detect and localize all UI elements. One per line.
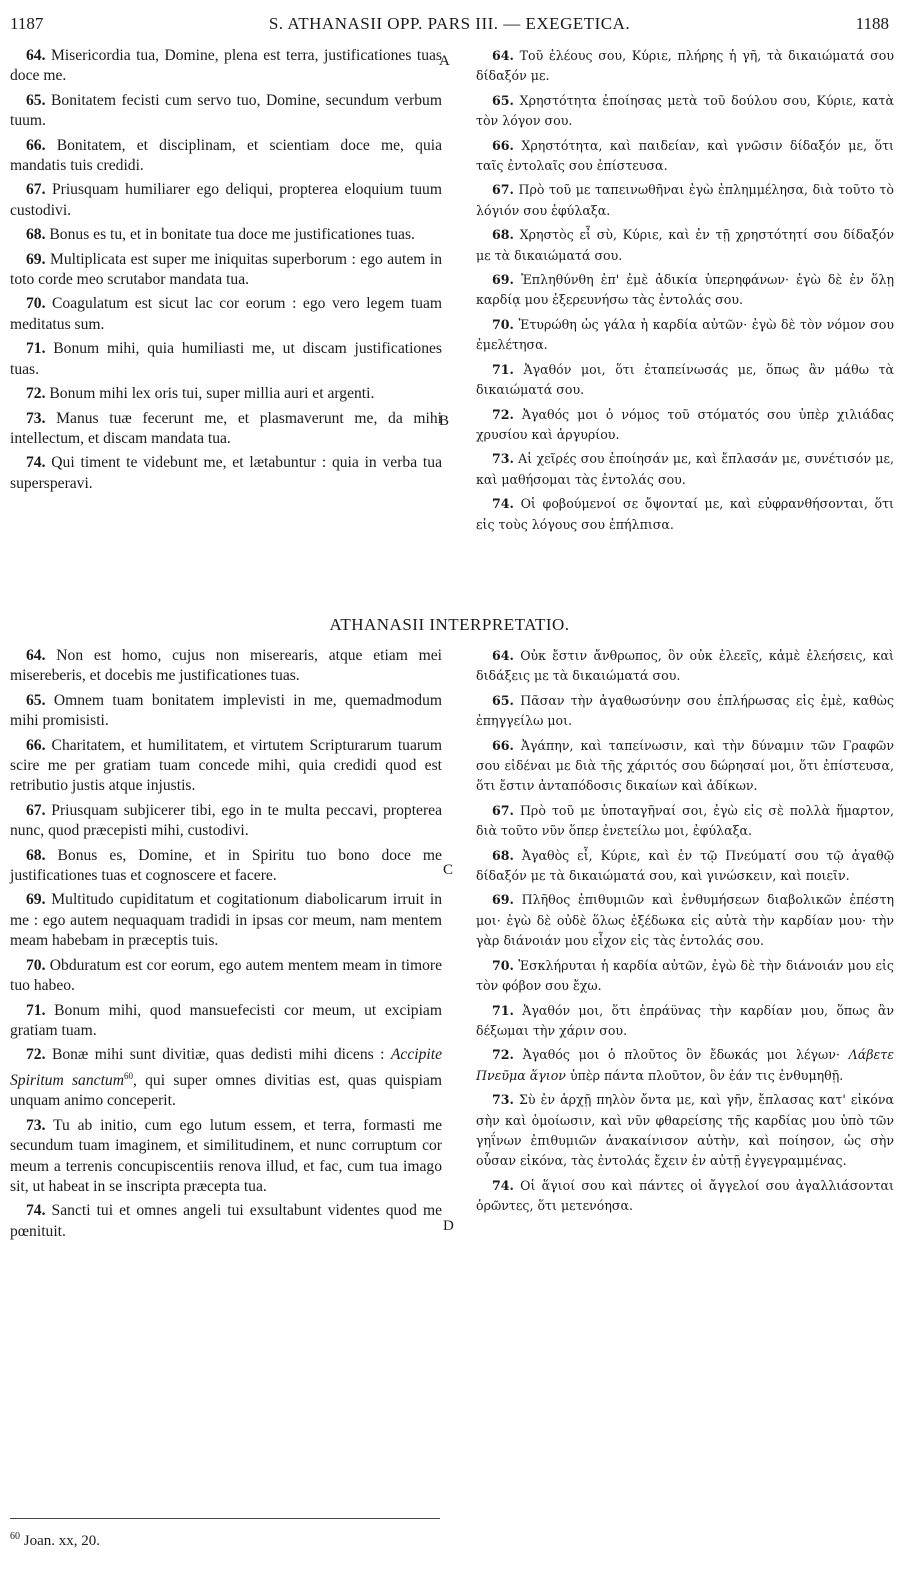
verse: [10, 180, 442, 221]
verse: [10, 136, 442, 177]
verse: [476, 91, 894, 132]
verse: [10, 691, 442, 732]
verse-text: Πρὸ τοῦ με ταπεινωθῆναι ἐγὼ ἐπλημμέλησα, διὰ τοῦτο τὸ λόγιόν σου ἐφύλαξα.: [476, 182, 894, 218]
verse-text-cont: , qui super omnes divitias est, quas quispiam unquam animo conceperit.: [10, 1071, 443, 1110]
verse-number: 64.: [26, 647, 46, 664]
verse-text: Ἀγαθόν μοι, ὅτι ἐπράϋνας τὴν καρδίαν μου, ὅπως ἂν δέξωμαι τὴν χάριν σου.: [476, 1002, 894, 1038]
verse-number: 69.: [26, 891, 46, 909]
verse-text: Bonus es tu, et in bonitate tua doce me justificationes tuas.: [49, 226, 415, 244]
verse: [476, 890, 894, 951]
verse: [476, 1001, 894, 1042]
verse: [476, 449, 894, 490]
verse-text: Coagulatum est sicut lac cor eorum : ego vero legem tuam meditatus sum.: [10, 295, 442, 333]
margin-marker-c: C: [443, 862, 454, 878]
verse-text: Πᾶσαν τὴν ἀγαθωσύνην σου ἐπλήρωσας εἰς ἐμὲ, καθὼς ἐπηγγείλω μοι.: [476, 692, 894, 729]
verse-text: Οὐκ ἔστιν ἄνθρωπος, ὃν οὐκ ἐλεεῖς, κἀμὲ ἐλεήσεις, καὶ διδάξεις με τὰ δικαιώματά σου.: [476, 648, 894, 684]
verse: [10, 409, 442, 450]
verse-number: 71.: [26, 1001, 46, 1019]
latin-interpretation-column: [10, 646, 442, 1246]
verse-text: Bonus es, Domine, et in Spiritu tuo bono doce me justificationes tuas et cognoscere et facere.: [10, 846, 442, 885]
margin-marker-d: D: [443, 1218, 454, 1234]
verse-text: Ἀγαθόν μοι, ὅτι ἐταπείνωσάς με, ὅπως ἂν μάθω τὰ δικαιώματά σου.: [476, 361, 894, 398]
verse-text: Bonum mihi lex oris tui, super millia auri et argenti.: [49, 385, 375, 403]
margin-marker-a: A: [439, 53, 450, 69]
verse-number: 68.: [492, 227, 514, 243]
verse: [476, 315, 894, 356]
verse: [476, 270, 894, 311]
verse-text: Charitatem, et humilitatem, et virtutem Scripturarum tuarum scire me per gratiam tuam concede mihi, quia credidi quod est retributio justis atque injustis.: [10, 736, 442, 795]
verse: [476, 494, 894, 535]
verse-text: Αἱ χεῖρές σου ἐποίησάν με, καὶ ἔπλασάν με, συνέτισόν με, καὶ μαθήσομαι τὰς ἐντολάς σου.: [476, 451, 894, 487]
page-number-left: 1187: [10, 14, 44, 33]
verse-text: Τοῦ ἐλέους σου, Κύριε, πλήρης ἡ γῆ, τὰ δικαιώματά σου δίδαξόν με.: [476, 48, 894, 84]
verse-text: Πλῆθος ἐπιθυμιῶν καὶ ἐνθυμήσεων διαβολικῶν ἐπέστη μοι· ἐγὼ δὲ οὐδὲ ὅλως ἐξέδωκα εἰς αὐτὰ τὴν καρδίαν μου· τὴν γὰρ διάνοιάν μου εἶχον εἰς τὰς ἐντολάς σου.: [476, 892, 894, 949]
verse-text: Bonitatem, et disciplinam, et scientiam doce me, quia mandatis tuis credidi.: [10, 136, 442, 175]
verse-number: 74.: [26, 454, 46, 472]
verse-text: Sancti tui et omnes angeli tui exsultabunt videntes quod me pœnituit.: [10, 1202, 442, 1240]
verse-number: 72.: [26, 385, 46, 403]
verse-text: Οἱ ἅγιοί σου καὶ πάντες οἱ ἄγγελοί σου ἀγαλλιάσονται ὁρῶντες, ὅτι μετενόησα.: [476, 1177, 894, 1214]
verse-number: 71.: [26, 340, 46, 358]
verse: [10, 846, 442, 887]
verse: [476, 646, 894, 687]
page-number-right: 1188: [855, 14, 889, 33]
verse: [10, 453, 442, 494]
verse-text: Priusquam subjicerer tibi, ego in te multa peccavi, propterea nunc, quod præcepisti mihi, custodivi.: [10, 801, 442, 840]
verse: [476, 225, 894, 266]
verse-number: 73.: [492, 1092, 514, 1108]
verse-number: 65.: [492, 692, 514, 708]
verse-text: Ἐτυρώθη ὡς γάλα ἡ καρδία αὐτῶν· ἐγὼ δὲ τὸν νόμον σου ἐμελέτησα.: [476, 316, 894, 353]
verse-number: 64.: [492, 48, 514, 63]
verse-number: 74.: [492, 1177, 514, 1193]
verse-text: Σὺ ἐν ἀρχῇ πηλὸν ὄντα με, καὶ γῆν, ἔπλασας κατ' εἰκόνα σὴν καὶ ὁμοίωσιν, καὶ νῦν φθαρείσης τῆς καρδίας μου ὑπὸ τῶν γηΐνων ἐπιθυμιῶν ἀνακαίνισον αὐτὴν, καὶ ποίησον, ὡς σὴν οὖσαν εἰκόνα, τὰς ἐντολάς ἔχειν ἐν αὐτῇ ἐγγεγραμμένας.: [476, 1092, 894, 1169]
verse-number: 65.: [26, 691, 46, 709]
verse: [10, 294, 442, 335]
verse-text: Manus tuæ fecerunt me, et plasmaverunt me, da mihi intellectum, et discam mandata tua.: [10, 409, 442, 447]
verse-number: 64.: [26, 47, 46, 64]
verse-number: 71.: [492, 361, 514, 377]
verse-number: 68.: [492, 847, 514, 863]
verse: [10, 1045, 442, 1111]
verse-text: Bonæ mihi sunt divitiæ, quas dedisti mihi dicens :: [51, 1046, 391, 1064]
verse-number: 72.: [492, 1047, 514, 1063]
verse-text: Priusquam humiliarer ego deliqui, propterea eloquium tuum custodivi.: [10, 181, 442, 219]
verse-text: Bonum mihi, quod mansuefecisti cor meum, ut excipiam gratiam tuam.: [10, 1001, 442, 1039]
verse: [476, 46, 894, 87]
verse: [10, 384, 442, 404]
verse-text: Bonum mihi, quia humiliasti me, ut discam justificationes tuas.: [10, 340, 442, 378]
greek-interpretation-column: [476, 646, 894, 1221]
verse: [476, 180, 894, 221]
verse: [10, 1001, 442, 1042]
verse: [10, 890, 442, 951]
verse-text: Multitudo cupiditatum et cogitationum diabolicarum irruit in me : ego autem nequaquam tradidi in ipsas cor meum, nam mentem meam habebam in præceptis tuis.: [10, 891, 442, 950]
verse: [10, 91, 442, 132]
verse: [476, 956, 894, 997]
verse-number: 65.: [26, 91, 46, 109]
verse-number: 70.: [492, 316, 514, 332]
verse-text: Bonitatem fecisti cum servo tuo, Domine, secundum verbum tuum.: [10, 91, 442, 130]
verse-text: Ἐπληθύνθη ἐπ' ἐμὲ ἀδικία ὑπερηφάνων· ἐγὼ δὲ ἐν ὅλῃ καρδίᾳ μου ἐξερευνήσω τὰς ἐντολάς σου.: [476, 272, 894, 308]
verse-text: Misericordia tua, Domine, plena est terra, justificationes tuas doce me.: [10, 47, 442, 85]
verse-text: Obduratum est cor eorum, ego autem mentem meam in timore tuo habeo.: [10, 956, 442, 995]
verse-text: Οἱ φοβούμενοί σε ὄψονταί με, καὶ εὐφρανθήσονται, ὅτι εἰς τοὺς λόγους σου ἐπήλπισα.: [476, 496, 894, 532]
verse: [10, 46, 442, 87]
latin-column: [10, 46, 442, 498]
margin-marker-b: B: [439, 413, 450, 429]
verse: [476, 801, 894, 842]
verse: [10, 250, 442, 291]
verse-quote: Λάβετε Πνεῦμα ἅγιον: [476, 1047, 894, 1083]
verse: [10, 339, 442, 380]
verse-text: Ἀγαθὸς εἶ, Κύριε, καὶ ἐν τῷ Πνεύματί σου τῷ ἀγαθῷ δίδαξόν με τὰ δικαιώματά σου, καὶ γινώσκειν, καὶ ποιεῖν.: [476, 847, 894, 884]
verse-number: 72.: [492, 406, 514, 422]
verse: [476, 1090, 894, 1172]
verse-text: Ἀγαθός μοι ὁ πλοῦτος ὃν ἔδωκάς μοι λέγων·: [522, 1047, 849, 1063]
verse-number: 67.: [492, 802, 514, 818]
verse-text: Non est homo, cujus non miserearis, atque etiam mei misereberis, et docebis me justificationes tuas.: [10, 647, 442, 685]
verse-number: 73.: [492, 451, 514, 467]
verse: [476, 136, 894, 177]
footnote-mark: 60: [10, 1531, 20, 1542]
verse-number: 74.: [26, 1202, 46, 1220]
verse-number: 66.: [492, 137, 514, 153]
verse: [476, 846, 894, 887]
verse: [10, 225, 442, 245]
verse-number: 70.: [26, 956, 46, 974]
verse-text: Omnem tuam bonitatem implevisti in me, quemadmodum mihi promisisti.: [10, 691, 442, 730]
verse-number: 73.: [26, 1116, 46, 1134]
verse-number: 66.: [26, 736, 46, 754]
verse-number: 67.: [26, 801, 46, 819]
verse: [476, 360, 894, 401]
psalm-text-block: [10, 46, 894, 611]
verse: [10, 801, 442, 842]
verse-number: 73.: [26, 409, 46, 427]
interpretation-block: [10, 646, 894, 1516]
verse: [10, 646, 442, 687]
verse-text: Ἀγάπην, καὶ ταπείνωσιν, καὶ τὴν δύναμιν τῶν Γραφῶν σου εἰδέναι με διὰ τῆς χάριτός σου δώρησαί μοι, ὅτι ἐπίστευσα, ὅτι ἔστιν ἀνταπόδοσις δικαίων καὶ ἀδίκων.: [476, 737, 894, 794]
verse-quote: Accipite Spiritum sanctum: [10, 1046, 442, 1089]
greek-column: [476, 46, 894, 539]
verse-number: 68.: [26, 226, 46, 244]
verse-number: 66.: [26, 136, 46, 154]
verse: [476, 405, 894, 446]
verse-text: Multiplicata est super me iniquitas superborum : ego autem in toto corde meo scrutabor mandata tua.: [10, 250, 442, 289]
verse: [476, 1045, 894, 1086]
verse-number: 65.: [492, 92, 514, 108]
verse: [476, 1176, 894, 1217]
verse: [476, 736, 894, 797]
section-title: ATHANASII INTERPRETATIO.: [329, 615, 570, 634]
verse-number: 68.: [26, 846, 46, 864]
verse-text-cont: ὑπὲρ πάντα πλοῦτον, ὃν ἐάν τις ἐνθυμηθῇ.: [565, 1067, 844, 1083]
verse: [10, 736, 442, 797]
footnote-text: Joan. xx, 20.: [23, 1533, 100, 1549]
verse-number: 69.: [26, 250, 46, 268]
verse-text: Χρηστότητα, καὶ παιδείαν, καὶ γνῶσιν δίδαξόν με, ὅτι ταῖς ἐντολαῖς σου ἐπίστευσα.: [476, 137, 894, 174]
verse-number: 67.: [26, 181, 46, 199]
verse-number: 67.: [492, 182, 514, 198]
verse-number: 72.: [26, 1046, 46, 1064]
verse-text: Ἀγαθός μοι ὁ νόμος τοῦ στόματός σου ὑπὲρ χιλιάδας χρυσίου καὶ ἀργυρίου.: [476, 406, 894, 442]
verse: [476, 691, 894, 732]
footnote-rule: [10, 1518, 440, 1519]
verse-number: 66.: [492, 737, 514, 753]
verse-text: Qui timent te videbunt me, et lætabuntur : quia in verba tua supersperavi.: [10, 454, 442, 492]
verse-text: Πρὸ τοῦ με ὑποταγῆναί σοι, ἐγὼ εἰς σὲ πολλὰ ἥμαρτον, διὰ τοῦτο νῦν ὅπερ ἐνετείλω μοι, ἐφύλαξα.: [476, 802, 894, 839]
running-title: S. ATHANASII OPP. PARS III. — EXEGETICA.: [268, 14, 631, 33]
verse-text: Χρηστότητα ἐποίησας μετὰ τοῦ δούλου σου, Κύριε, κατὰ τὸν λόγον σου.: [476, 92, 894, 129]
verse-number: 64.: [492, 648, 514, 663]
verse-number: 71.: [492, 1002, 514, 1018]
verse-text: Tu ab initio, cum ego lutum essem, et terra, formasti me secundum tuam imaginem, et similitudinem, et nunc corruptum cor meum a terrenis concupiscentiis renova illud, et fac, cum tua imago sit, ut habeat in se inscripta præcepta tua.: [10, 1116, 442, 1195]
verse-number: 70.: [492, 957, 514, 973]
footnote-ref: 60: [123, 1070, 133, 1081]
verse: [10, 956, 442, 997]
verse: [10, 1201, 442, 1242]
page-header: [10, 14, 889, 36]
footnote: [10, 1531, 440, 1550]
verse-text: Ἐσκλήρυται ἡ καρδία αὐτῶν, ἐγὼ δὲ τὴν διάνοιάν μου εἰς τὸν φόβον σου ἔχω.: [476, 957, 894, 994]
verse-number: 70.: [26, 295, 46, 313]
verse: [10, 1116, 442, 1198]
verse-number: 69.: [492, 892, 514, 908]
verse-number: 69.: [492, 272, 514, 288]
verse-number: 74.: [492, 496, 514, 512]
verse-text: Χρηστὸς εἶ σὺ, Κύριε, καὶ ἐν τῇ χρηστότητί σου δίδαξόν με τὰ δικαιώματά σου.: [476, 227, 894, 263]
